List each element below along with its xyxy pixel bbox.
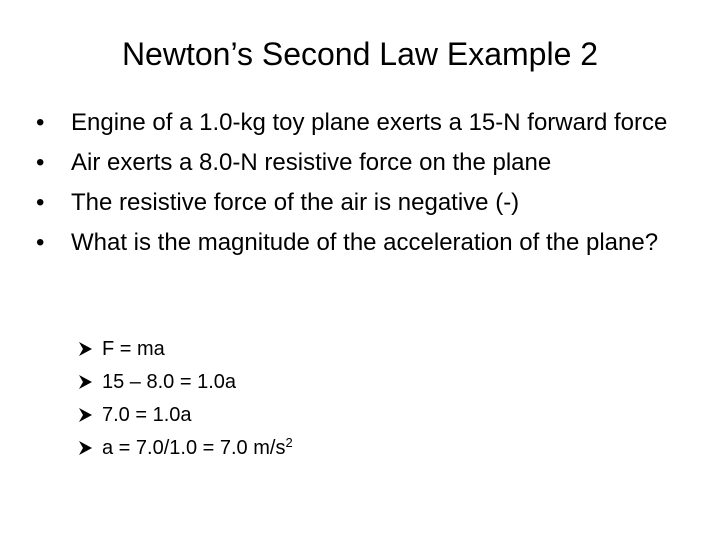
- step-text: 7.0 = 1.0a: [102, 404, 192, 426]
- bullet-list: [36, 109, 686, 269]
- step-text: a = 7.0/1.0 = 7.0 m/s: [102, 437, 286, 459]
- arrow-bullet-icon: [78, 374, 94, 390]
- slide-title: Newton’s Second Law Example 2: [121, 36, 599, 72]
- bullet-text: What is the magnitude of the acceleration of the plane?: [71, 229, 659, 256]
- bullet-item: [36, 229, 686, 257]
- superscript-exponent: 2: [285, 435, 293, 450]
- bullet-item: [36, 149, 686, 177]
- bullet-marker: •: [36, 189, 45, 216]
- solution-steps: [78, 337, 638, 469]
- bullet-text: The resistive force of the air is negative (-): [71, 189, 520, 216]
- solution-step: [78, 403, 638, 427]
- arrow-bullet-icon: [78, 341, 94, 357]
- bullet-marker: •: [36, 149, 45, 176]
- step-text: 15 – 8.0 = 1.0a: [102, 371, 237, 393]
- bullet-item: [36, 109, 686, 137]
- arrow-bullet-icon: [78, 440, 94, 456]
- bullet-text: Engine of a 1.0-kg toy plane exerts a 15-N forward force: [71, 109, 668, 136]
- solution-step: [78, 337, 638, 361]
- bullet-text: Air exerts a 8.0-N resistive force on the plane: [71, 149, 552, 176]
- solution-step: [78, 436, 638, 460]
- bullet-item: [36, 189, 686, 217]
- step-text: F = ma: [102, 338, 165, 360]
- solution-step: [78, 370, 638, 394]
- bullet-marker: •: [36, 229, 45, 256]
- arrow-bullet-icon: [78, 407, 94, 423]
- bullet-marker: •: [36, 109, 45, 136]
